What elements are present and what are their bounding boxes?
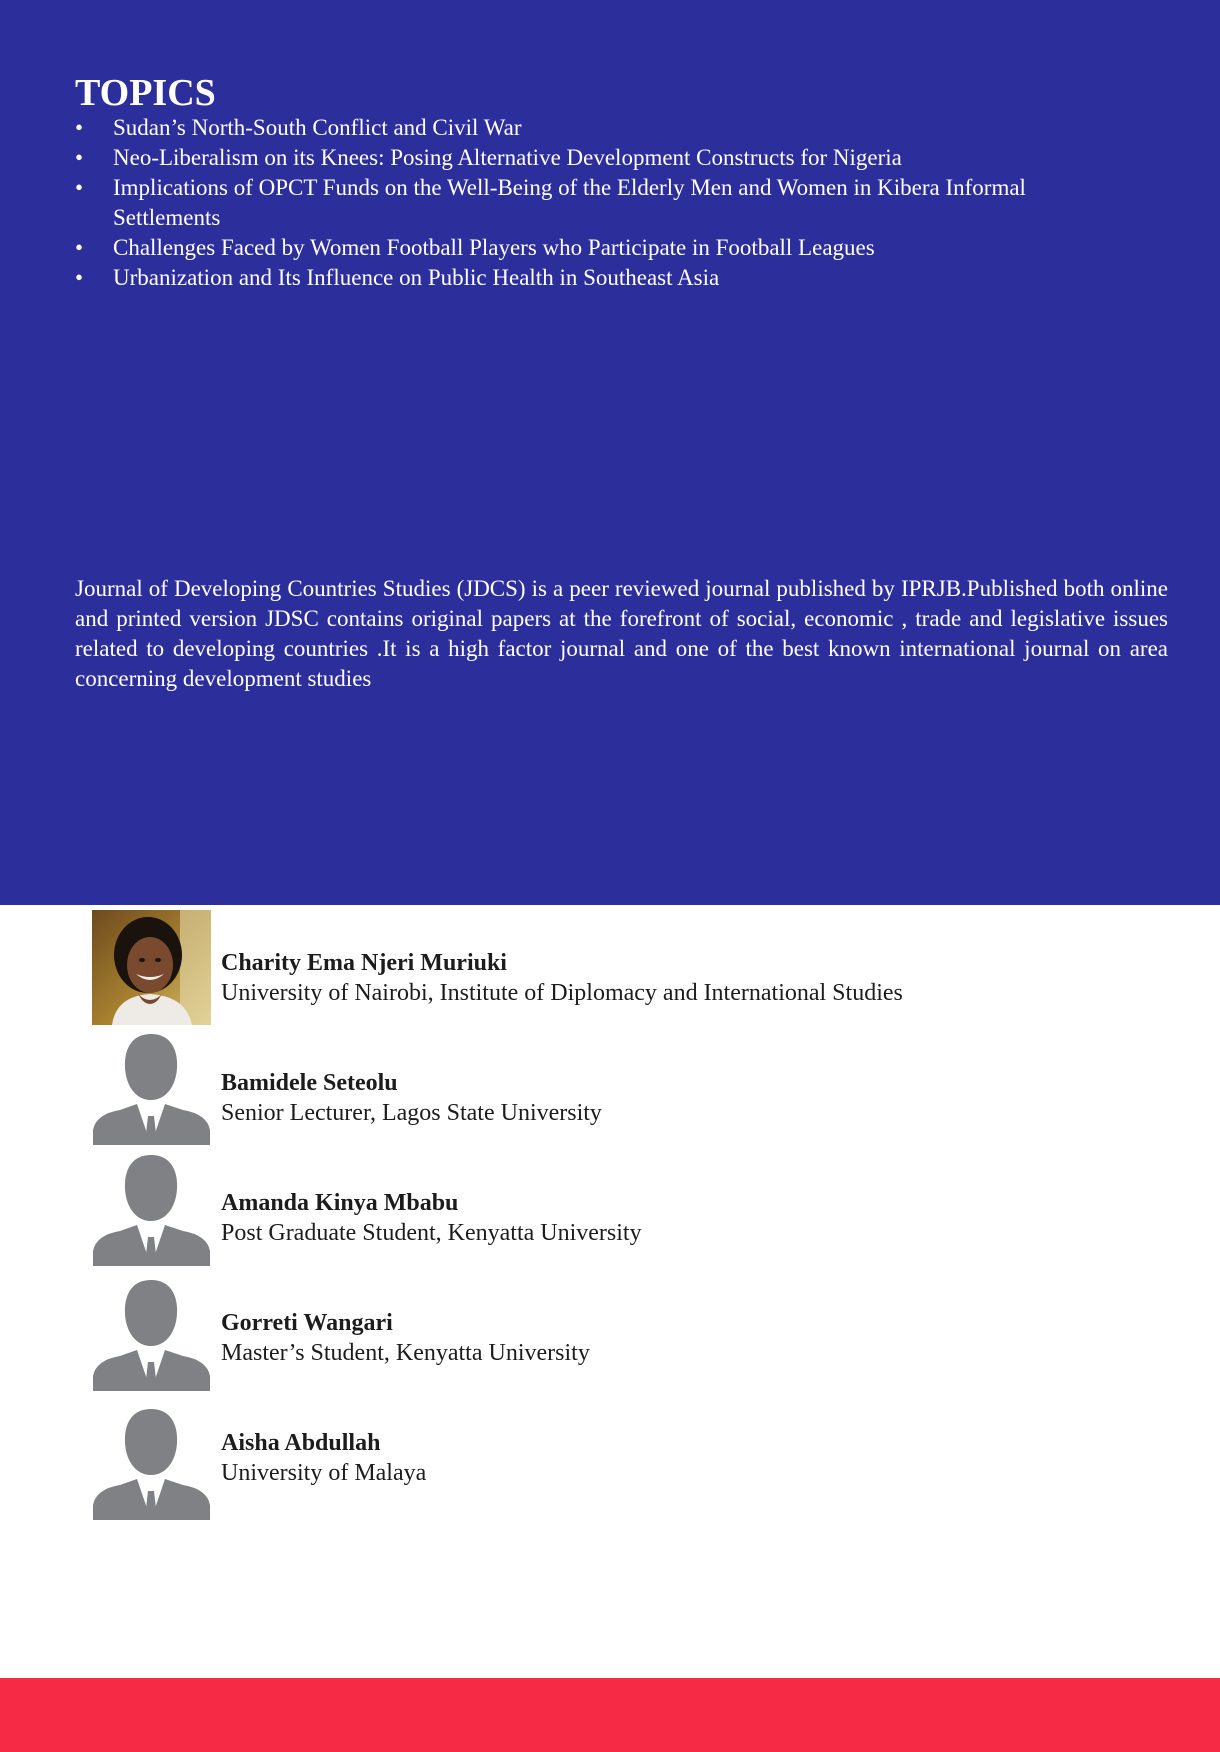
portrait-photo: [92, 910, 211, 1025]
topics-list: [75, 113, 1115, 293]
topic-text: Sudan’s North-South Conflict and Civil War: [113, 115, 522, 140]
contributor-name: Aisha Abdullah: [221, 1430, 381, 1456]
contributor-card: [92, 1146, 1092, 1264]
journal-description: Journal of Developing Countries Studies (JDCS) is a peer reviewed journal published by IPRJB.Published both online and printed version JDSC contains original papers at the forefront of social, economic , trade and legislative issues related to developing countries .It is a high factor journal and one of the best known international journal on area concerning development studies: [75, 576, 1168, 691]
topic-item: [75, 143, 1115, 173]
topic-item: [75, 113, 1115, 143]
topic-text: Neo-Liberalism on its Knees: Posing Alternative Development Constructs for Nigeria: [113, 145, 902, 170]
topic-item: [75, 233, 1115, 263]
contributor-name: Charity Ema Njeri Muriuki: [221, 950, 507, 976]
topic-text: Implications of OPCT Funds on the Well-Being of the Elderly Men and Women in Kibera Informal Settlements: [113, 175, 1026, 230]
avatar-silhouette: [92, 1405, 211, 1520]
contributor-card: [92, 1271, 1092, 1389]
bullet-icon: •: [75, 115, 84, 140]
contributor-name: Gorreti Wangari: [221, 1310, 393, 1336]
avatar-photo: [92, 910, 211, 1025]
bullet-icon: •: [75, 175, 84, 200]
bullet-icon: •: [75, 145, 84, 170]
contributor-card: [92, 1400, 1092, 1518]
topics-heading: TOPICS: [75, 72, 216, 114]
user-silhouette-icon: [92, 1151, 211, 1266]
contributor-affiliation: Post Graduate Student, Kenyatta University: [221, 1220, 642, 1246]
bullet-icon: •: [75, 265, 84, 290]
avatar-silhouette: [92, 1151, 211, 1266]
bullet-icon: •: [75, 235, 84, 260]
contributor-name: Bamidele Seteolu: [221, 1070, 398, 1096]
topic-item: [75, 173, 1115, 233]
topic-item: [75, 263, 1115, 293]
contributor-affiliation: University of Malaya: [221, 1460, 427, 1486]
contributor-name: Amanda Kinya Mbabu: [221, 1190, 459, 1216]
topic-text: Urbanization and Its Influence on Public Health in Southeast Asia: [113, 265, 720, 290]
user-silhouette-icon: [92, 1276, 211, 1391]
avatar-silhouette: [92, 1276, 211, 1391]
user-silhouette-icon: [92, 1405, 211, 1520]
footer-bar: [0, 1678, 1220, 1752]
contributor-affiliation: University of Nairobi, Institute of Diplomacy and International Studies: [221, 980, 903, 1006]
topic-text: Challenges Faced by Women Football Players who Participate in Football Leagues: [113, 235, 875, 260]
contributor-card: [92, 1025, 1092, 1143]
contributor-affiliation: Senior Lecturer, Lagos State University: [221, 1100, 602, 1126]
user-silhouette-icon: [92, 1030, 211, 1145]
contributor-affiliation: Master’s Student, Kenyatta University: [221, 1340, 590, 1366]
contributor-card: [92, 905, 1092, 1023]
avatar-silhouette: [92, 1030, 211, 1145]
